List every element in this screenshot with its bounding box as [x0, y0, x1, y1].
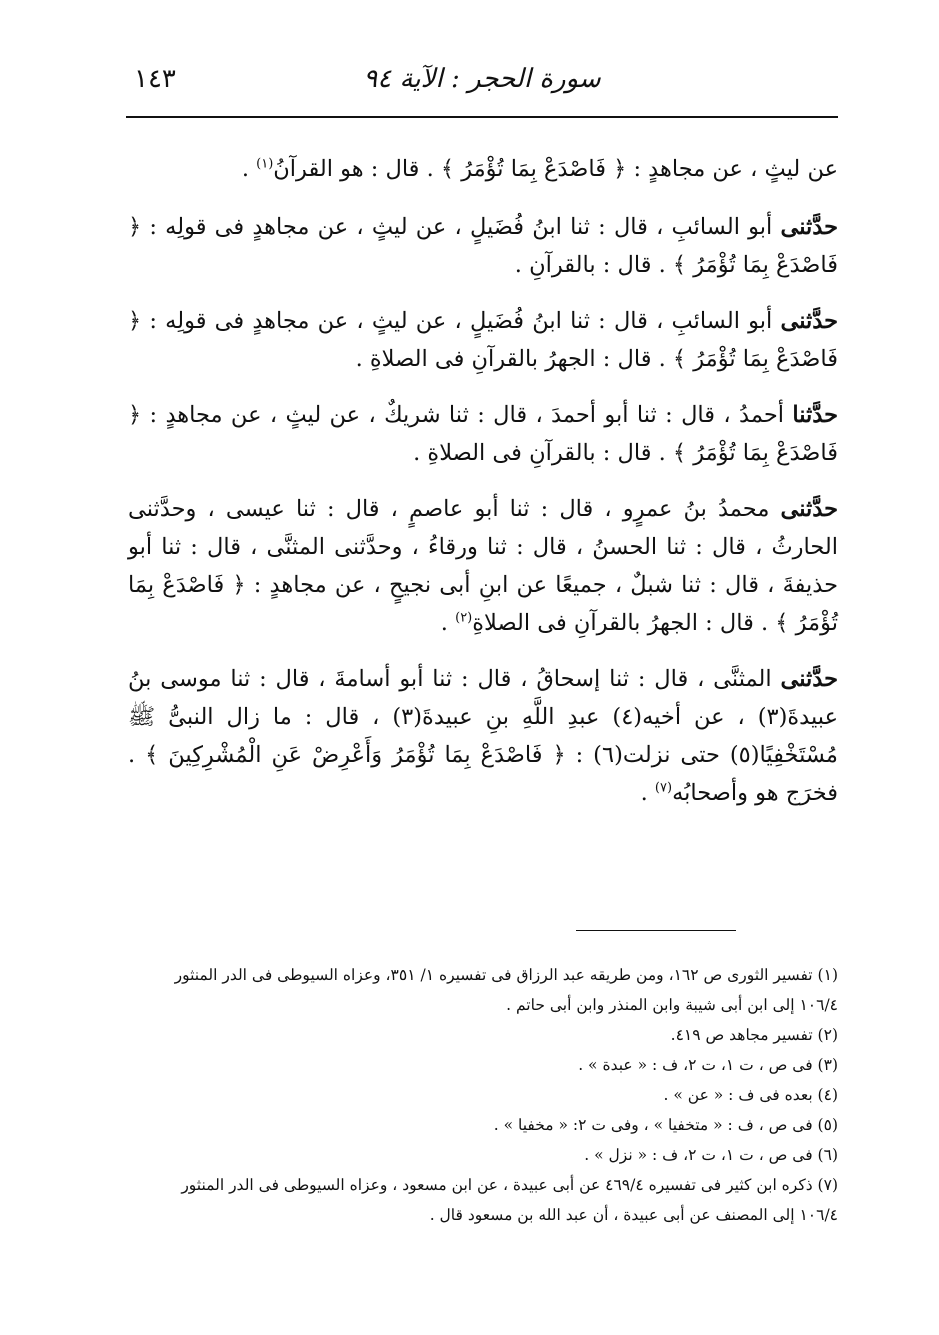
footnote-4	[130, 1080, 838, 1110]
footnote-line: ١٠٦/٤ إلى ابن أبى شيبة وابن المنذر وابن أبى حاتم .	[506, 996, 838, 1014]
footnote-7	[130, 1170, 838, 1230]
paragraph-text: المثنَّى ، قال : ثنا إسحاقُ ، قال : ثنا أبو أسامةَ ، قال : ثنا موسى بنُ عبيدةَ(٣) ، عن أخيه(٤) عبدِ اللَّهِ بنِ عبيدةَ(٣) ، قال : ما زال النبىُّ ﷺ مُسْتَخْفِيًا(٥) حتى نزلت(٦) : ﴿ فَاصْدَعْ بِمَا تُؤْمَرُ وَأَعْرِضْ عَنِ الْمُشْرِكِينَ ﴾ . فخرَج هو وأصحابُه	[128, 666, 838, 806]
footnote-6	[130, 1140, 838, 1170]
footnote-line: (٦) فى ص ، ت ١، ت ٢، ف : « نزل » .	[584, 1146, 838, 1164]
paragraph-tail: .	[440, 610, 456, 636]
footnote-line: ١٠٦/٤ إلى المصنف عن أبى عبيدة ، أن عبد الله بن مسعود قال .	[429, 1206, 838, 1224]
paragraph-tail: .	[640, 780, 655, 806]
footnote-ref: (١)	[256, 156, 274, 172]
footnote-ref: (٢)	[455, 610, 473, 626]
paragraph-3	[128, 302, 838, 378]
footnote-separator	[576, 930, 736, 931]
footnote-line: (١) تفسير الثورى ص ١٦٢، ومن طريقه عبد الرزاق فى تفسيره ١/ ٣٥١، وعزاه السيوطى فى الدر المنثور	[174, 966, 838, 984]
footnote-3	[130, 1050, 838, 1080]
header-rule	[126, 116, 838, 118]
hadith-lead: حدَّثنى	[780, 308, 838, 334]
footnote-ref: (٧)	[654, 780, 673, 796]
running-header	[126, 60, 838, 104]
footnote-2	[130, 1020, 838, 1050]
paragraph-6	[128, 660, 838, 812]
paragraph-text: أحمدُ ، قال : ثنا أبو أحمدَ ، قال : ثنا شريكٌ ، عن ليثٍ ، عن مجاهدٍ : ﴿ فَاصْدَعْ بِمَا تُؤْمَرُ ﴾ . قال : بالقرآنِ فى الصلاةِ .	[128, 402, 838, 466]
main-text	[128, 150, 838, 830]
footnotes	[130, 960, 838, 1230]
footnote-line: (٢) تفسير مجاهد ص ٤١٩.	[670, 1026, 838, 1044]
paragraph-1	[128, 150, 838, 188]
footnote-5	[130, 1110, 838, 1140]
page-number: ١٤٣	[134, 64, 176, 94]
paragraph-text: محمدُ بنُ عمرٍو ، قال : ثنا أبو عاصمٍ ، قال : ثنا عيسى ، وحدَّثنى الحارثُ ، قال : ثنا الحسنُ ، قال : ثنا ورقاءُ ، وحدَّثنى المثنَّى ، قال : ثنا أبو حذيفةَ ، قال : ثنا شبلٌ ، جميعًا عن ابنِ أبى نجيحٍ ، عن مجاهدٍ : ﴿ فَاصْدَعْ بِمَا تُؤْمَرُ ﴾ . قال : الجهرُ بالقرآنِ فى الصلاةِ	[128, 496, 838, 636]
footnote-1	[130, 960, 838, 1020]
footnote-line: (٤) بعده فى ف : « عن » .	[663, 1086, 838, 1104]
paragraph-text: عن ليثٍ ، عن مجاهدٍ : ﴿ فَاصْدَعْ بِمَا تُؤْمَرُ ﴾ . قال : هو القرآنُ	[273, 156, 838, 182]
hadith-lead: حدَّثنا	[792, 402, 838, 428]
footnote-line: (٣) فى ص ، ت ١، ت ٢، ف : « عبدة » .	[578, 1056, 838, 1074]
header-title: سورة الحجر : الآية ٩٤	[363, 64, 601, 94]
paragraph-2	[128, 208, 838, 284]
footnote-line: (٧) ذكره ابن كثير فى تفسيره ٤٦٩/٤ عن أبى عبيدة ، عن ابن مسعود ، وعزاه السيوطى فى الدر المنثور	[181, 1176, 838, 1194]
hadith-lead: حدَّثنى	[780, 214, 838, 240]
paragraph-text: أبو السائبِ ، قال : ثنا ابنُ فُضَيلٍ ، عن ليثٍ ، عن مجاهدٍ فى قولِه : ﴿ فَاصْدَعْ بِمَا تُؤْمَرُ ﴾ . قال : بالقرآنِ .	[128, 214, 838, 278]
paragraph-text: أبو السائبِ ، قال : ثنا ابنُ فُضَيلٍ ، عن ليثٍ ، عن مجاهدٍ فى قولِه : ﴿ فَاصْدَعْ بِمَا تُؤْمَرُ ﴾ . قال : الجهرُ بالقرآنِ فى الصلاةِ .	[128, 308, 838, 372]
hadith-lead: حدَّثنى	[780, 666, 838, 692]
footnote-line: (٥) فى ص ، ف : « متخفيا » ، وفى ت ٢: « مخفيا » .	[493, 1116, 838, 1134]
hadith-lead: حدَّثنى	[780, 496, 838, 522]
paragraph-tail: .	[241, 156, 257, 182]
paragraph-4	[128, 396, 838, 472]
paragraph-5	[128, 490, 838, 642]
